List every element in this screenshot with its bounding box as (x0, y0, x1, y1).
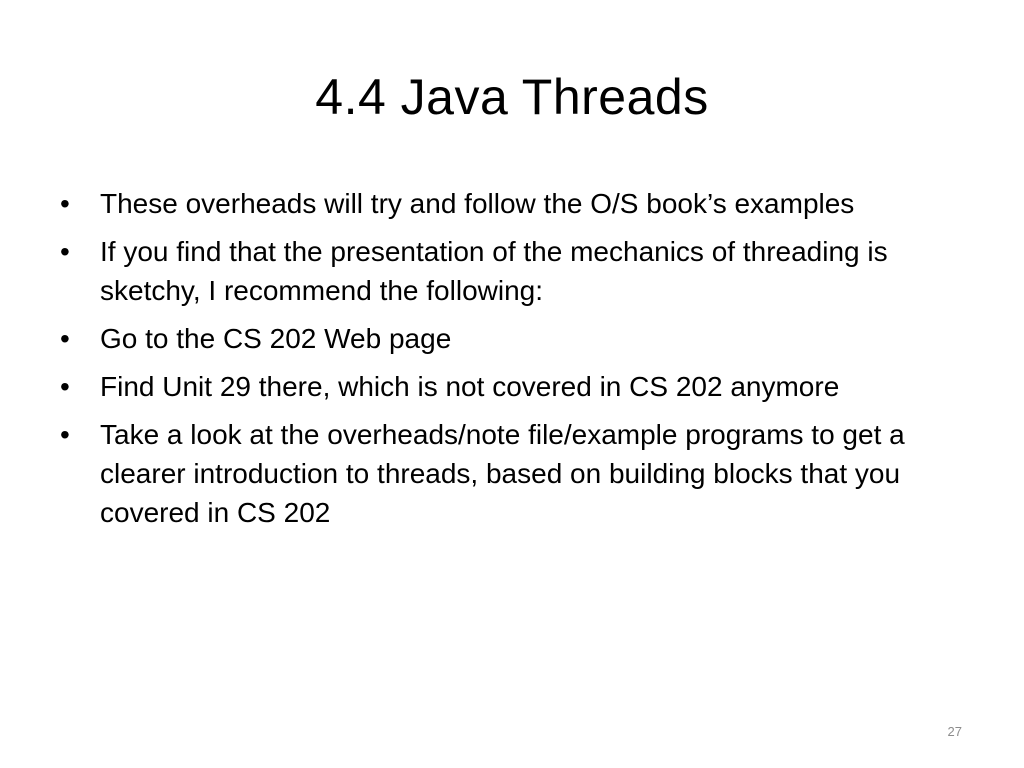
bullet-icon: • (60, 236, 70, 267)
slide-number: 27 (947, 724, 962, 739)
bullet-item (60, 367, 960, 406)
bullet-text: If you find that the presentation of the mechanics of threading is sketchy, I recommend the following: (100, 236, 888, 306)
bullet-item (60, 184, 960, 223)
slide-title: 4.4 Java Threads (315, 69, 709, 125)
bullet-icon: • (60, 188, 70, 219)
bullet-text: Go to the CS 202 Web page (100, 323, 452, 354)
bullet-text: Find Unit 29 there, which is not covered in CS 202 anymore (100, 371, 840, 402)
bullet-icon: • (60, 323, 70, 354)
bullet-text: Take a look at the overheads/note file/example programs to get a clearer introduction to threads, based on building blocks that you covered in CS 202 (100, 419, 905, 528)
bullet-item (60, 415, 960, 532)
bullet-item (60, 319, 960, 358)
bullet-icon: • (60, 419, 70, 450)
bullet-list (60, 184, 960, 541)
bullet-item (60, 232, 960, 310)
bullet-icon: • (60, 371, 70, 402)
bullet-text: These overheads will try and follow the O/S book’s examples (100, 188, 855, 219)
